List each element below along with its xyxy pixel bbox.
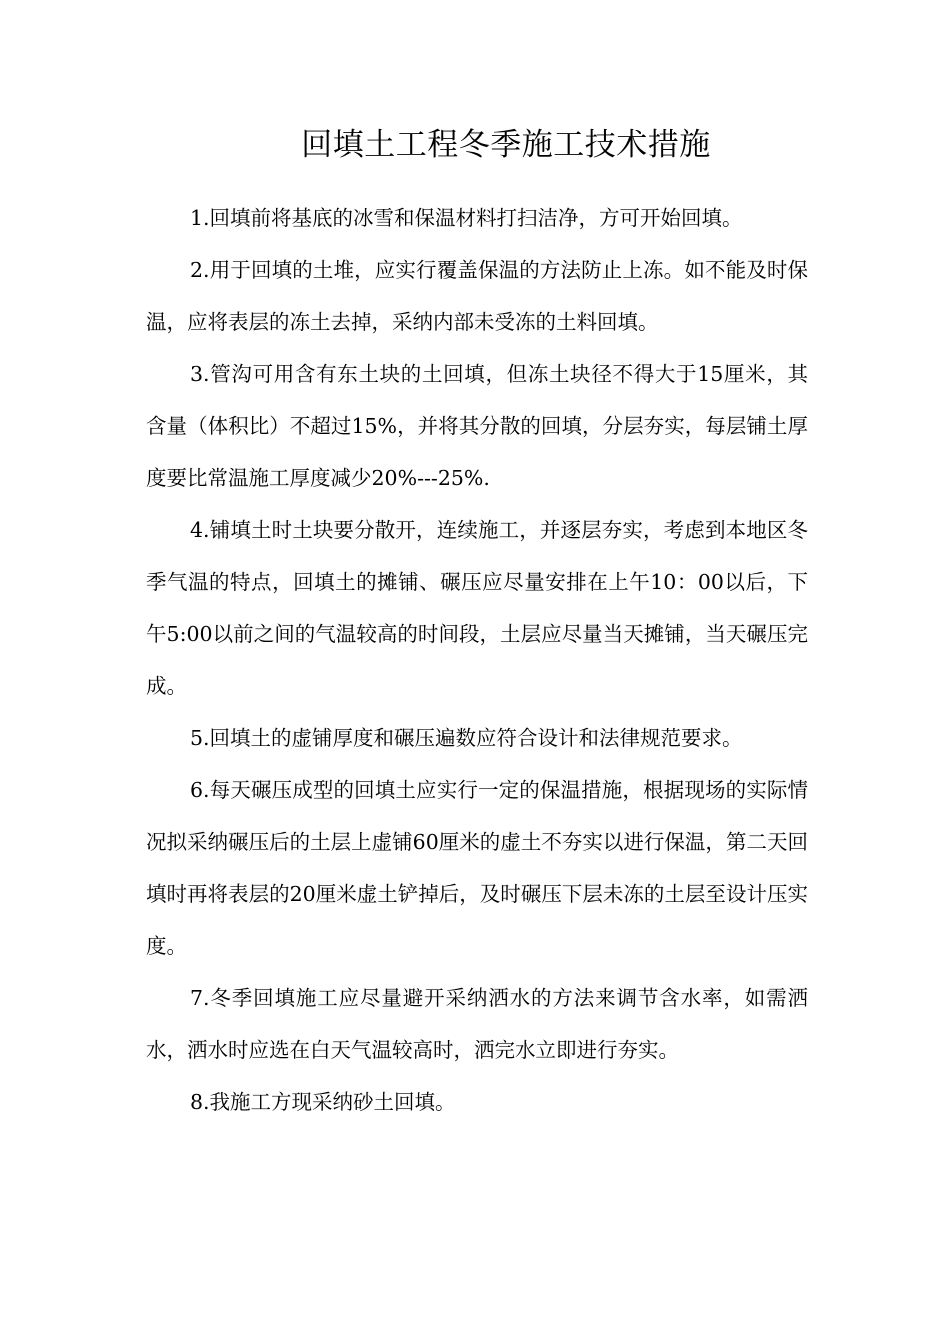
document-title: 回填土工程冬季施工技术措施 — [301, 127, 711, 163]
paragraph-3: 3.管沟可用含有东土块的土回填，但冻土块径不得大于15厘米，其含量（体积比）不超过15%，并将其分散的回填，分层夯实，每层铺土厚度要比常温施工厚度减少20%---25%. — [146, 362, 808, 490]
paragraph-1: 1.回填前将基底的冰雪和保温材料打扫洁净，方可开始回填。 — [190, 206, 743, 230]
paragraph-6: 6.每天碾压成型的回填土应实行一定的保温措施，根据现场的实际情况拟采纳碾压后的土层上虚铺60厘米的虚土不夯实以进行保温，第二天回填时再将表层的20厘米虚土铲掉后，及时碾压下层未冻的土层至设计压实度。 — [146, 778, 808, 958]
paragraph-4: 4.铺填土时土块要分散开，连续施工，并逐层夯实，考虑到本地区冬季气温的特点，回填土的摊铺、碾压应尽量安排在上午10：00以后，下午5:00以前之间的气温较高的时间段，土层应尽量当天摊铺，当天碾压完成。 — [146, 518, 808, 698]
paragraph-7: 7.冬季回填施工应尽量避开采纳洒水的方法来调节含水率，如需洒水，洒水时应选在白天气温较高时，洒完水立即进行夯实。 — [146, 986, 808, 1062]
paragraph-5: 5.回填土的虚铺厚度和碾压遍数应符合设计和法律规范要求。 — [190, 726, 743, 750]
document-body — [146, 192, 808, 1128]
paragraph-8: 8.我施工方现采纳砂土回填。 — [190, 1090, 456, 1114]
paragraph-2: 2.用于回填的土堆，应实行覆盖保温的方法防止上冻。如不能及时保温，应将表层的冻土去掉，采纳内部未受冻的土料回填。 — [146, 258, 808, 334]
